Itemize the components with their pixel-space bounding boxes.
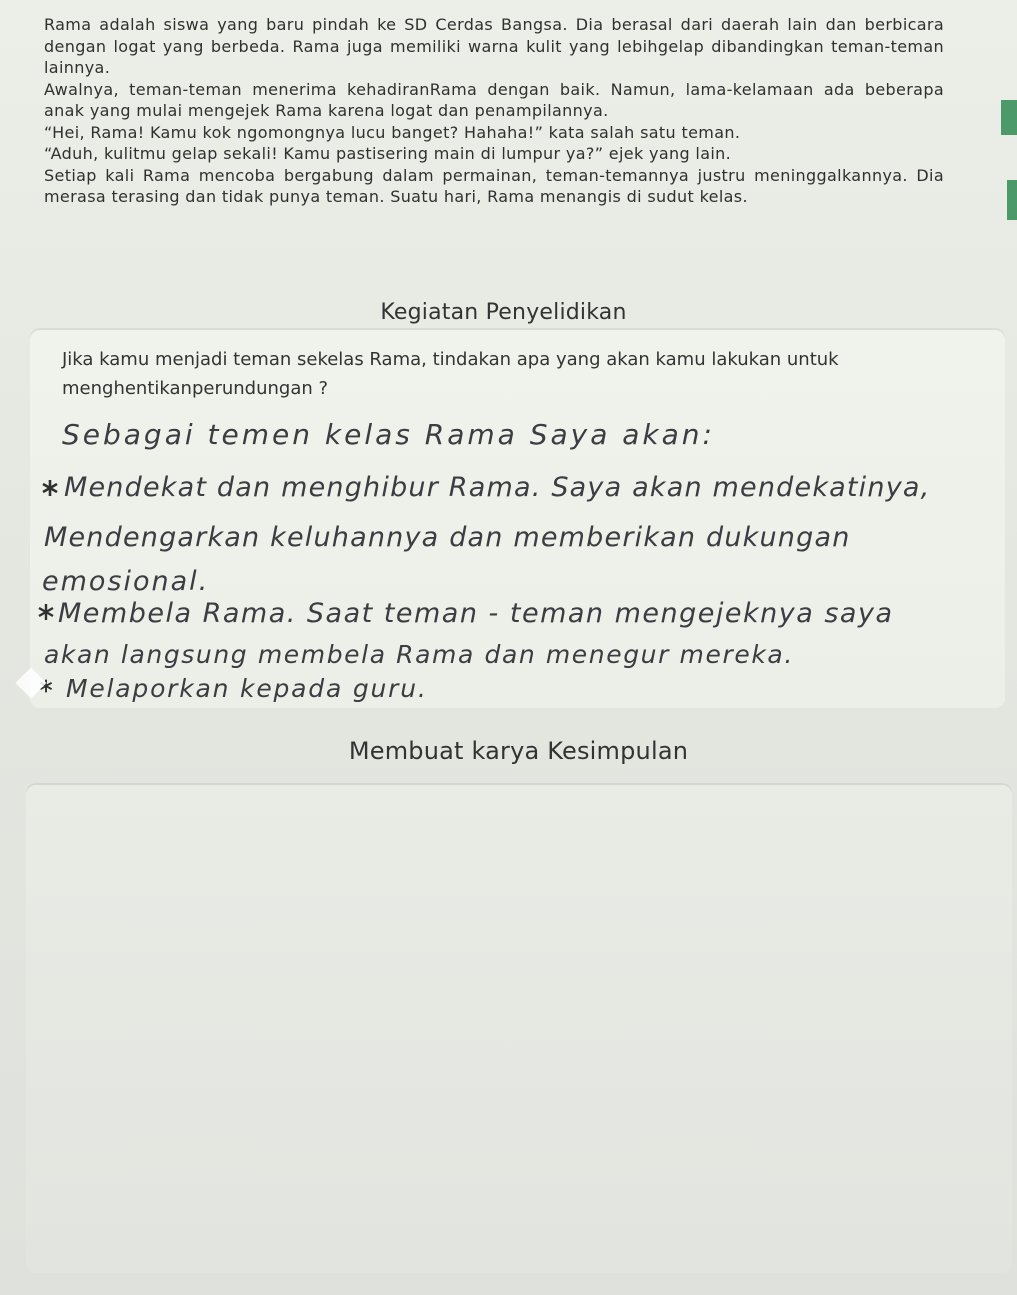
handwritten-line-2: Mendekat dan menghibur Rama. Saya akan mendekatinya, bbox=[64, 472, 931, 503]
story-paragraph-4: “Aduh, kulitmu gelap sekali! Kamu pastisering main di lumpur ya?” ejek yang lain. bbox=[44, 144, 732, 163]
handwritten-line-4: emosional. bbox=[42, 566, 210, 597]
handwritten-line-6: akan langsung membela Rama dan menegur mereka. bbox=[44, 640, 794, 669]
green-edge-tab bbox=[1007, 180, 1017, 220]
story-paragraph-2: Awalnya, teman-teman menerima kehadiranRama dengan baik. Namun, lama-kelamaan ada beberapa anak yang mulai mengejek Rama karena logat dan penampilannya. bbox=[44, 79, 944, 120]
asterisk-icon bbox=[36, 602, 56, 622]
story-paragraph-1: Rama adalah siswa yang baru pindah ke SD Cerdas Bangsa. Dia berasal dari daerah lain dan berbicara dengan logat yang berbeda. Rama juga memiliki warna kulit yang lebihgelap dibandingkan teman-teman lainnya. bbox=[44, 15, 944, 77]
story-paragraph-3: “Hei, Rama! Kamu kok ngomongnya lucu banget? Hahaha!” kata salah satu teman. bbox=[44, 122, 741, 142]
handwritten-line-1: Sebagai temen kelas Rama Saya akan: bbox=[62, 418, 715, 451]
handwritten-line-3: Mendengarkan keluhannya dan memberikan dukungan bbox=[44, 522, 851, 553]
conclusion-box bbox=[26, 785, 1012, 1273]
handwritten-line-7: Melaporkan kepada guru. bbox=[66, 674, 428, 703]
story-paragraph-5: Setiap kali Rama mencoba bergabung dalam permainan, teman-temannya justru meninggalkannya. Dia merasa terasing dan tidak punya teman. Suatu hari, Rama menangis di sudut kelas. bbox=[44, 165, 944, 206]
handwritten-line-5: Membela Rama. Saat teman - teman mengejeknya saya bbox=[58, 598, 894, 629]
asterisk-icon bbox=[40, 478, 60, 498]
section-title-kesimpulan: Membuat karya Kesimpulan bbox=[348, 737, 689, 765]
question-text: Jika kamu menjadi teman sekelas Rama, tindakan apa yang akan kamu lakukan untuk menghentikanperundungan ? bbox=[62, 349, 839, 399]
section-title-penyelidikan: Kegiatan Penyelidikan bbox=[380, 300, 627, 325]
story-text bbox=[44, 14, 944, 208]
green-edge-tab bbox=[1001, 100, 1017, 135]
